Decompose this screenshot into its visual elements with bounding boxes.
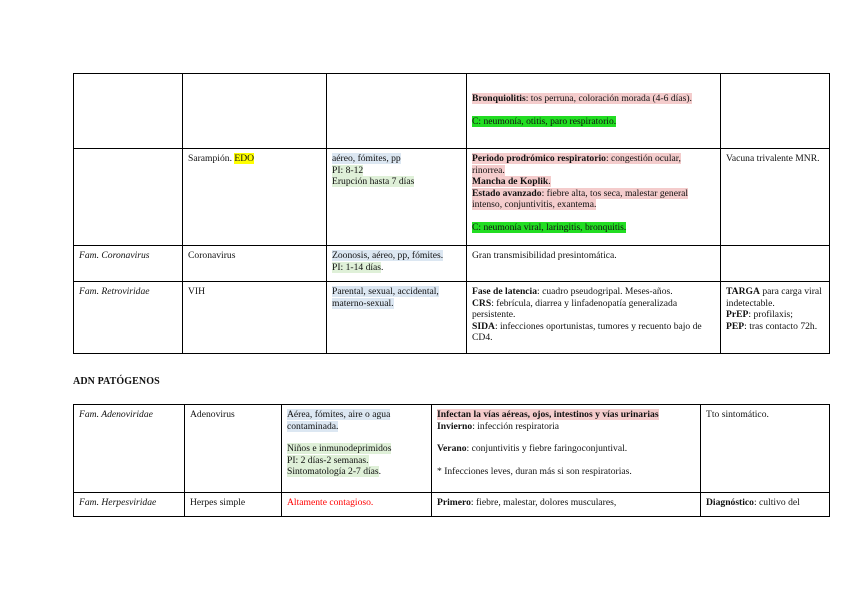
- virus-cell: Sarampión. EDO: [183, 149, 327, 246]
- incubation-text: PI: 1-14 días: [332, 261, 382, 273]
- treatment-cell: Diagnóstico: cultivo del: [701, 493, 830, 517]
- transmission-text: Aérea, fómites, aire o agua contaminada.: [287, 409, 391, 432]
- highlighted-text: Bronquiolitis: tos perruna, coloración morada (4-6 días).: [472, 93, 692, 104]
- table-row: [74, 282, 830, 354]
- treatment-cell: TARGA para carga viral indetectable. PrEP: profilaxis; PEP: tras contacto 72h.: [721, 282, 830, 354]
- treatment-cell: Tto sintomático.: [701, 405, 830, 493]
- complications-text: C: neumonía, otitis, paro respiratorio.: [472, 115, 617, 127]
- table-row: [74, 149, 830, 246]
- incubation-text: PI: 8-12: [332, 164, 364, 176]
- highlighted-text: Infectan la vías aéreas, ojos, intestinos y vías urinarias: [437, 409, 659, 420]
- transmission-cell: [327, 74, 467, 149]
- duration-text: Erupción hasta 7 días: [332, 176, 415, 188]
- transmission-cell: [282, 493, 432, 517]
- table-row: [74, 246, 830, 282]
- virus-cell: Adenovirus: [185, 405, 282, 493]
- complications-text: C: neumonía viral, laringitis, bronquitis.: [472, 221, 627, 233]
- virus-cell: [183, 74, 327, 149]
- transmission-cell: Zoonosis, aéreo, pp, fómites. PI: 1-14 días.: [327, 246, 467, 282]
- transmission-text: Zoonosis, aéreo, pp, fómites.: [332, 250, 444, 261]
- virus-cell: Herpes simple: [185, 493, 282, 517]
- transmission-cell: [327, 282, 467, 354]
- duration-text: Sintomatología 2-7 días: [287, 466, 379, 478]
- table-row: [74, 405, 830, 493]
- transmission-text: aéreo, fómites, pp: [332, 153, 401, 164]
- family-cell: Fam. Coronavirus: [74, 246, 183, 282]
- family-cell: Fam. Adenoviridae: [74, 405, 185, 493]
- clinical-cell: Periodo prodrómico respiratorio: congestión ocular, rinorrea. Mancha de Koplik. Estado avanzado: fiebre alta, tos seca, malestar general intenso, conjuntivitis, exantema. C: neumonía viral, laringitis, bronquitis.: [467, 149, 721, 246]
- clinical-cell: Fase de latencia: cuadro pseudogripal. Meses-años. CRS: febrícula, diarrea y linfadenopatía generalizada persistente. SIDA: infecciones oportunistas, tumores y recuento bajo de CD4.: [467, 282, 721, 354]
- clinical-cell: Gran transmisibilidad presintomática.: [467, 246, 721, 282]
- section-heading: ADN PATÓGENOS: [73, 376, 160, 387]
- family-cell: [74, 74, 183, 149]
- risk-group-text: Niños e inmunodeprimidos: [287, 443, 392, 455]
- transmission-text: Parental, sexual, accidental, materno-sexual.: [332, 286, 439, 309]
- family-cell: Fam. Herpesviridae: [74, 493, 185, 517]
- edo-badge: EDO: [234, 153, 255, 164]
- family-cell: Fam. Retroviridae: [74, 282, 183, 354]
- rna-pathogens-table: [73, 73, 830, 354]
- table-row: [74, 74, 830, 149]
- treatment-cell: Vacuna trivalente MNR.: [721, 149, 830, 246]
- transmission-cell: [327, 149, 467, 246]
- contagious-text: Altamente contagioso.: [287, 497, 374, 508]
- note-text: * Infecciones leves, duran más si son respiratorias.: [437, 465, 632, 477]
- transmission-cell: Aérea, fómites, aire o agua contaminada. Niños e inmunodeprimidos PI: 2 días-2 semanas. Sintomatología 2-7 días.: [282, 405, 432, 493]
- dna-pathogens-table: [73, 404, 830, 517]
- virus-cell: Coronavirus: [183, 246, 327, 282]
- virus-cell: VIH: [183, 282, 327, 354]
- incubation-text: PI: 2 días-2 semanas.: [287, 454, 369, 466]
- table-row: [74, 493, 830, 517]
- clinical-cell: Infectan la vías aéreas, ojos, intestinos y vías urinarias Invierno: infección respiratoria Verano: conjuntivitis y fiebre faringoconjuntival. * Infecciones leves, duran más si son respiratorias.: [432, 405, 701, 493]
- clinical-cell: Primero: fiebre, malestar, dolores musculares,: [432, 493, 701, 517]
- treatment-cell: [721, 246, 830, 282]
- clinical-cell: [467, 74, 721, 149]
- family-cell: [74, 149, 183, 246]
- treatment-cell: [721, 74, 830, 149]
